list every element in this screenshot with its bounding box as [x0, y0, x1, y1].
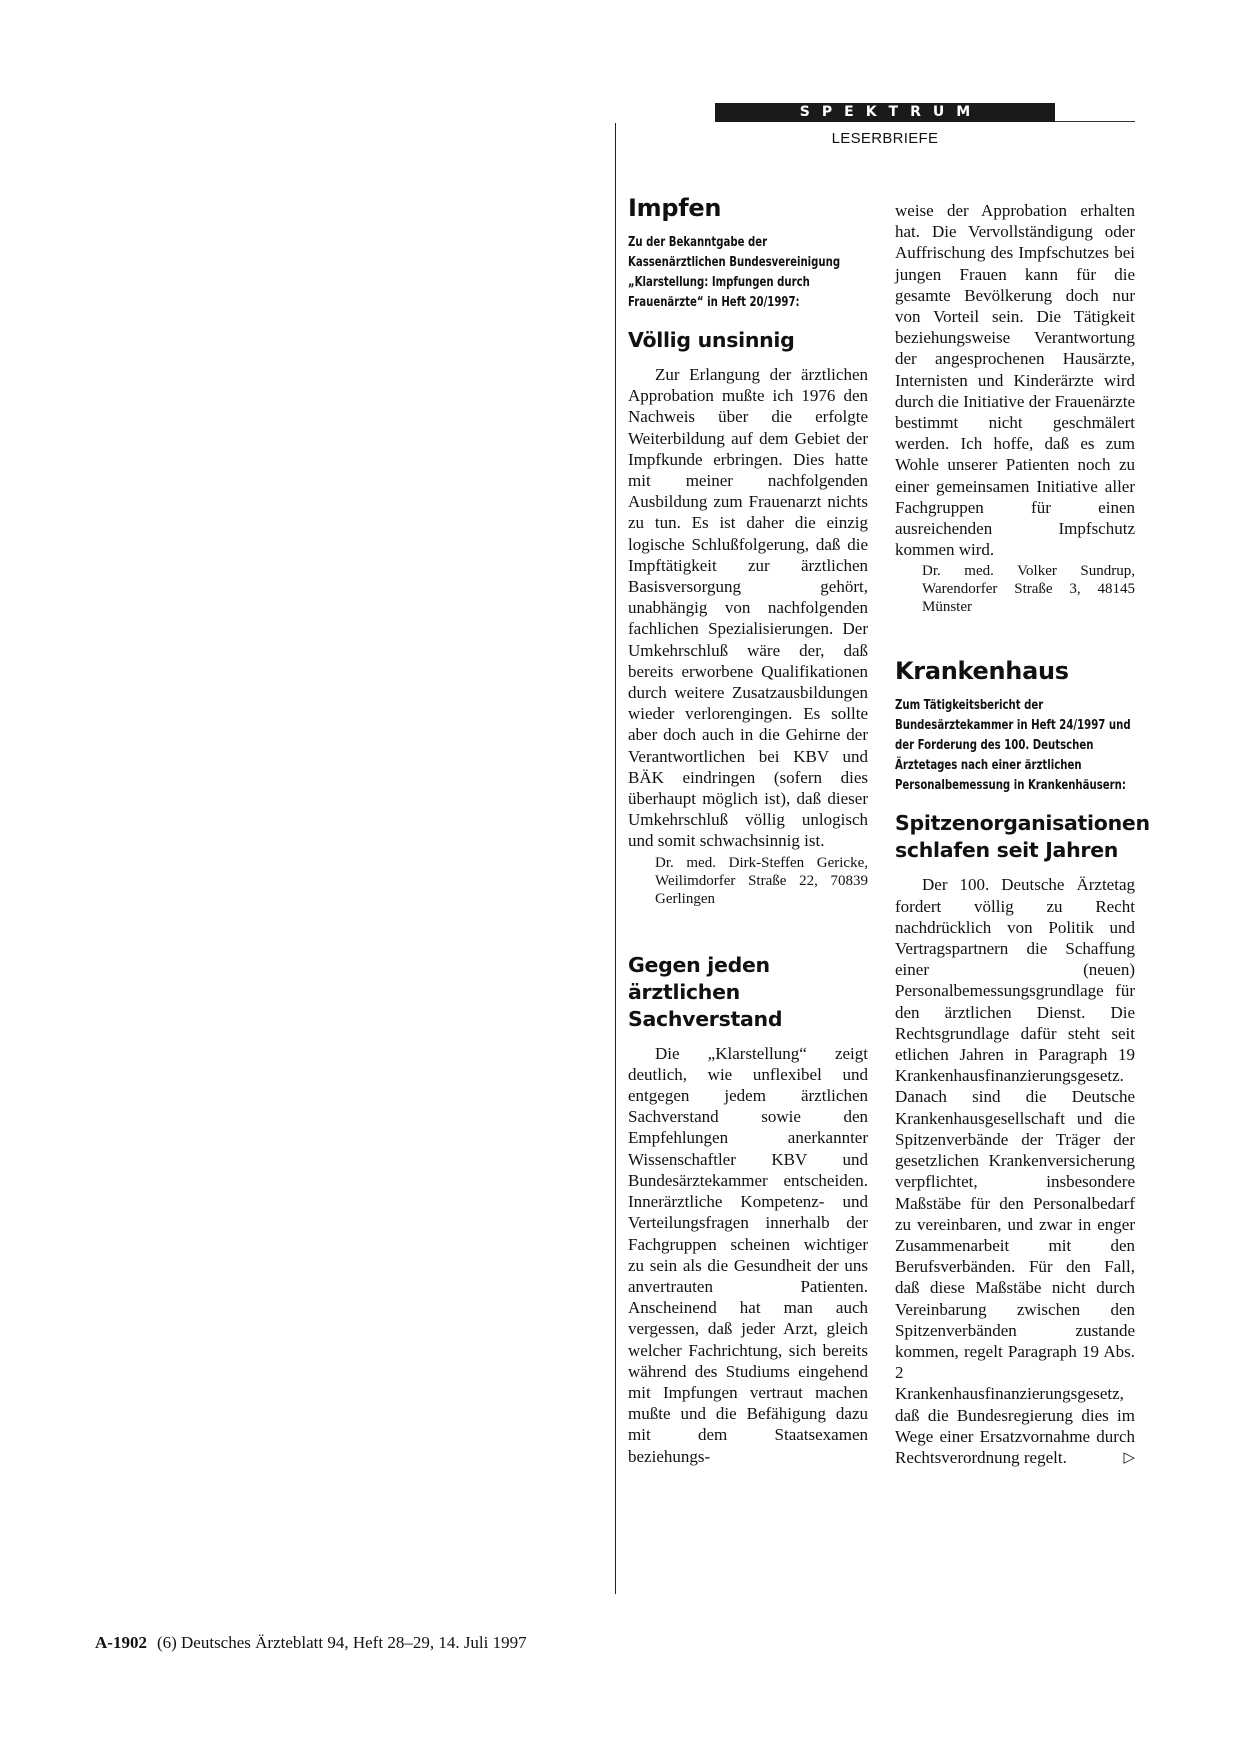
spacer [628, 908, 868, 952]
citation: (6) Deutsches Ärzteblatt 94, Heft 28–29, 14. Juli 1997 [156, 1633, 527, 1652]
page-footer [95, 1633, 527, 1653]
topic-heading-impfen: Impfen [628, 194, 722, 222]
letter-body [628, 364, 868, 852]
topic-heading-krankenhaus: Krankenhaus [895, 657, 1069, 686]
letter-signature: Dr. med. Volker Sundrup, Warendorfer Straße 3, 48145 Münster [922, 563, 1135, 616]
section-subrubric: LESERBRIEFE [831, 130, 939, 147]
letter-signature: Dr. med. Dirk-Steffen Gericke, Weilimdorfer Straße 22, 70839 Gerlingen [655, 854, 868, 907]
letter-text: weise der Approbation erhalten hat. Die Vervollständigung oder Auffrischung des Impfschutzes bei jungen Frauen kann für die gesamte Bevölkerung doch nur von Vorteil sein. Die Tätigkeit beziehungsweise Verantwortung der angesprochenen Hausärzte, Internisten und Kinderärzte wird durch die Initiative der Frauenärzte bestimmt nicht geschmälert werden. Ich hoffe, daß es zum Wohle unserer Patienten noch zu einer gemeinsamen Initiative aller Fachgruppen für einen ausreichenden Impfschutz kommen wird. [895, 201, 1135, 560]
column-right [895, 200, 1150, 1468]
section-rubric: SPEKTRUM [715, 103, 1055, 122]
topic-intro: Zu der Bekanntgabe der Kassenärztlichen Bundesvereinigung „Klarstellung: Impfungen durch Frauenärzte“ in Heft 20/1997: [628, 235, 841, 310]
letter-headline: Spitzenorganisationen schlafen seit Jahren [895, 811, 1150, 863]
letter-headline: Gegen jeden ärztlichen Sachverstand [628, 952, 783, 1031]
continue-arrow-icon: ▷ [1123, 1447, 1135, 1466]
letter-text: Zur Erlangung der ärztlichen Approbation mußte ich 1976 den Nachweis über die erfolgte Weiterbildung auf dem Gebiet der Impfkunde erbringen. Dies hatte mit meiner nachfolgenden Ausbildung zum Frauenarzt nichts zu tun. Es ist daher die einzig logische Schlußfolgerung, daß die Impftätigkeit zur ärztlichen Basisversorgung gehört, unabhängig von nachfolgenden fachlichen Spezialisierungen. Der Umkehrschluß wäre der, daß bereits erworbene Qualifikationen durch weitere Zusatzausbildungen wieder verlorengingen. Es sollte aber doch auch in die Gehirne der Verantwortlichen bei KBV und BÄK eindringen (sofern dies überhaupt möglich ist), daß dieser Umkehrschluß völlig unlogisch und somit schwachsinnig ist. [628, 365, 868, 851]
spacer [895, 616, 1135, 656]
column-left [628, 193, 868, 1467]
letter-text: Die „Klarstellung“ zeigt deutlich, wie unflexibel und entgegen jedem ärztlichen Sachverstand sowie den Empfehlungen anerkannter Wissenschaftler KBV und Bundesärztekammer entscheiden. Innerärztliche Kompetenz- und Verteilungsfragen innerhalb der Fachgruppen scheinen wichtiger zu sein als die Gesundheit der uns anvertrauten Patienten. Anscheinend hat man auch vergessen, daß jeder Arzt, gleich welcher Fachrichtung, sich bereits während des Studiums eingehend mit Impfungen vertraut machen mußte und die Befähigung dazu mit dem Staatsexamen beziehungs- [628, 1043, 868, 1466]
letter-body [895, 874, 1135, 1468]
page-number: A-1902 [95, 1633, 147, 1652]
letter-body [628, 1043, 868, 1467]
column-divider [615, 123, 616, 1594]
topic-intro: Zum Tätigkeitsbericht der Bundesärztekammer in Heft 24/1997 und der Forderung des 100. Deutschen Ärztetages nach einer ärztlichen Personalbemessung in Krankenhäusern: [895, 698, 1131, 794]
letter-body-continued [895, 200, 1135, 560]
letter-text-span: Der 100. Deutsche Ärztetag fordert völlig zu Recht nachdrücklich von Politik und Vertragspartnern die Schaffung einer (neuen) Personalbemessungsgrundlage für den ärztlichen Dienst. Die Rechtsgrundlage dafür steht seit etlichen Jahren in Paragraph 19 Krankenhausfinanzierungsgesetz. Danach sind die Deutsche Krankenhausgesellschaft und die Spitzenverbände der Träger der gesetzlichen Krankenversicherung verpflichtet, insbesondere Maßstäbe für den Personalbedarf zu vereinbaren, und zwar in enger Zusammenarbeit mit den Berufsverbänden. Für den Fall, daß diese Maßstäbe nicht durch Vereinbarung zwischen den Spitzenverbänden zustande kommen, regelt Paragraph 19 Abs. 2 Krankenhausfinanzierungsgesetz, daß die Bundesregierung dies im Wege einer Ersatzvornahme durch Rechtsverordnung regelt. [895, 875, 1135, 1467]
letter-text [895, 874, 1135, 1468]
letter-headline: Völlig unsinnig [628, 328, 795, 352]
rubric-rule [1055, 121, 1135, 122]
